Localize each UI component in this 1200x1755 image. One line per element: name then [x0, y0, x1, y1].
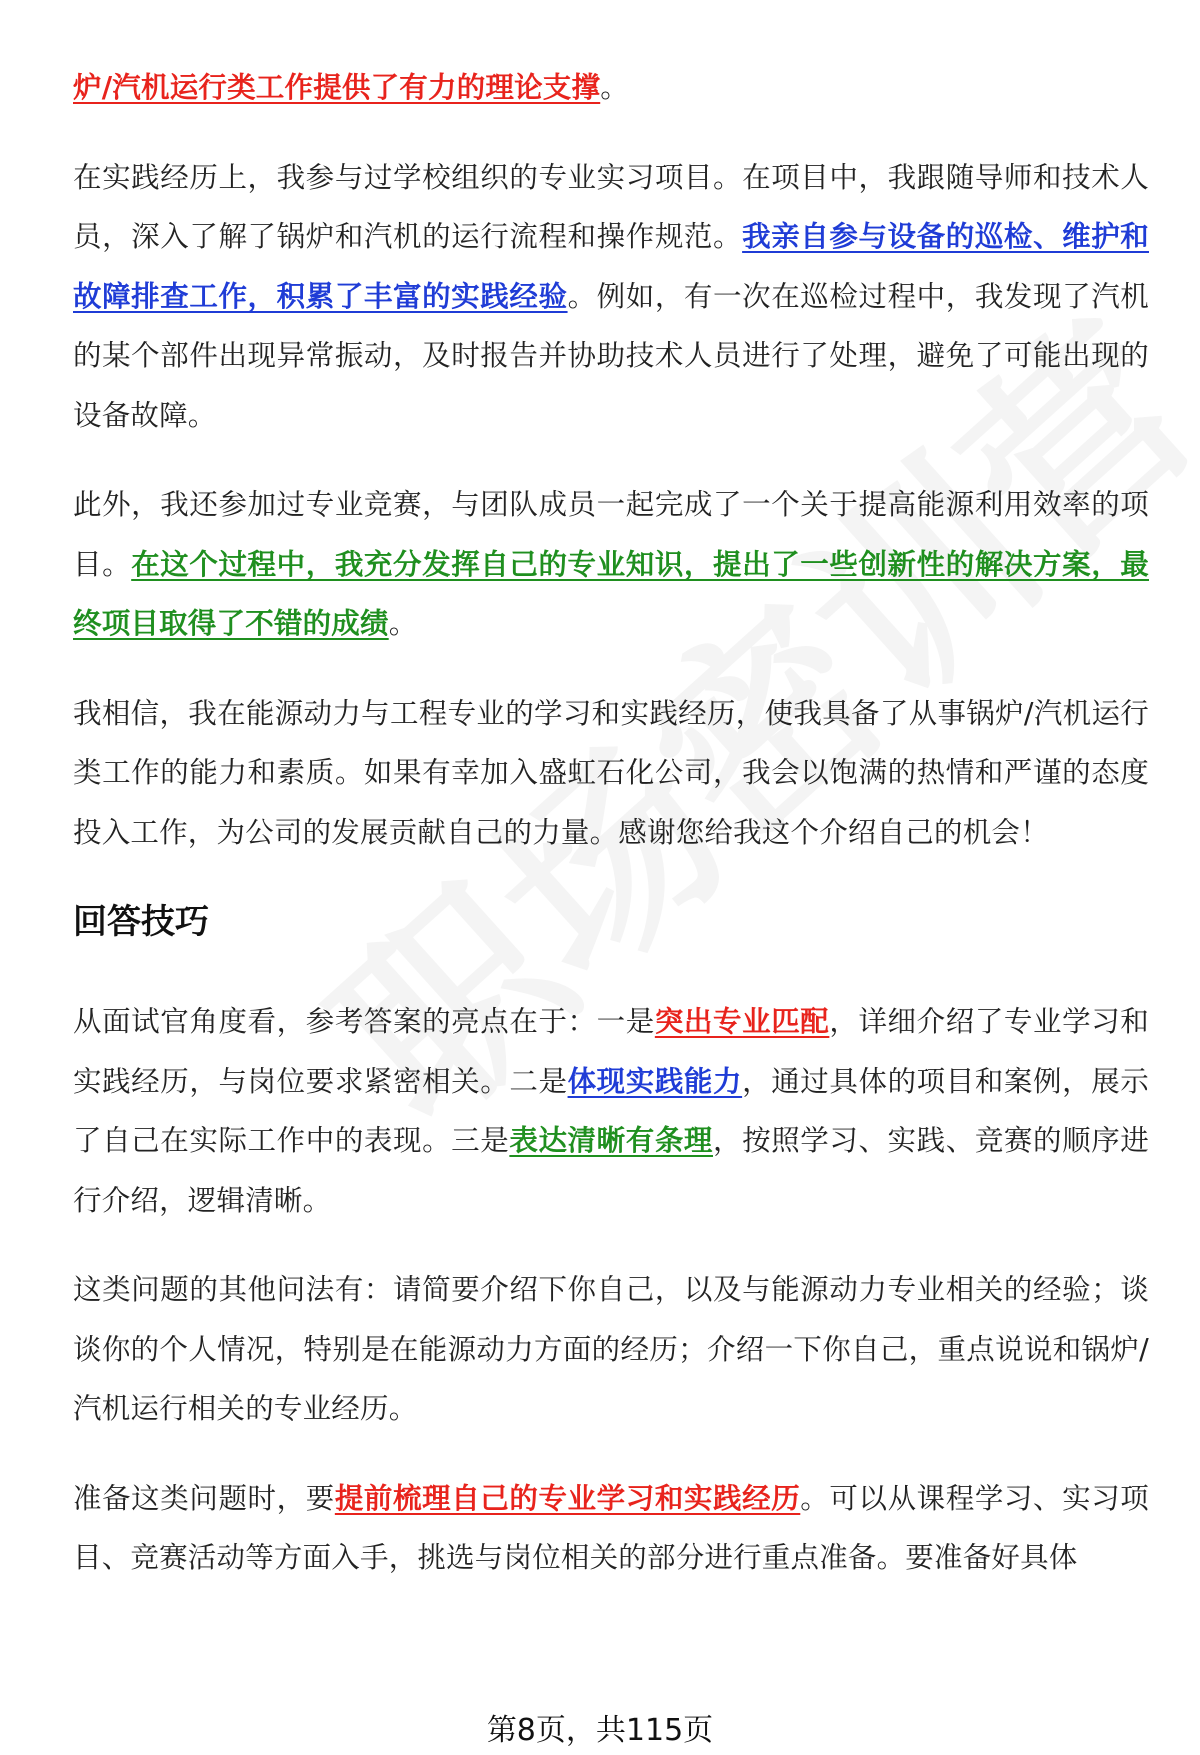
paragraph [73, 1469, 1149, 1588]
section-title: 回答技巧 [73, 902, 209, 942]
text-run: 在实践经历上，我参与过学校组织的专业实习项目。在项目中，我跟随导师和技术人员，深入了解了锅炉和汽机的运行流程和操作规范。 [73, 160, 1149, 253]
page-footer: 第8页，共115页 [486, 1713, 714, 1748]
paragraph [73, 58, 1149, 118]
text-run: 此外，我还参加过专业竞赛，与团队成员一起完成了一个关于提高能源利用效率的项目。 [73, 488, 1149, 581]
text-run: 准备这类问题时，要 [73, 1481, 335, 1515]
highlight-green: 在这个过程中，我充分发挥自己的专业知识，提出了一些创新性的解决方案，最终项目取得了不错的成绩 [73, 547, 1149, 640]
body-paragraphs [73, 58, 1149, 862]
text-run: 这类问题的其他问法有：请简要介绍下你自己，以及与能源动力专业相关的经验；谈谈你的个人情况，特别是在能源动力方面的经历；介绍一下你自己，重点说说和锅炉/汽机运行相关的专业经历。 [73, 1273, 1149, 1425]
text-run: ，通过具体的项目和案例，展示了自己在实际工作中的表现。三是 [73, 1064, 1149, 1157]
highlight-red: 提前梳理自己的专业学习和实践经历 [334, 1481, 801, 1515]
text-run: 。 [388, 607, 418, 640]
highlight-blue: 我亲自参与设备的巡检、维护和故障排查工作，积累了丰富的实践经验 [73, 220, 1149, 313]
highlight-green: 表达清晰有条理 [509, 1124, 714, 1157]
paragraph [73, 475, 1149, 654]
document-page [73, 58, 1149, 1618]
text-run: ，详细介绍了专业学习和实践经历，与岗位要求紧密相关。二是 [73, 1005, 1149, 1098]
highlight-red: 突出专业匹配 [654, 1005, 830, 1038]
text-run: 我相信，我在能源动力与工程专业的学习和实践经历，使我具备了从事锅炉/汽机运行类工作的能力和素质。如果有幸加入盛虹石化公司，我会以饱满的热情和严谨的态度投入工作，为公司的发展贡献自己的力量。感谢您给我这个介绍自己的机会！ [73, 696, 1149, 849]
text-run: 从面试官角度看，参考答案的亮点在于：一是 [73, 1005, 655, 1038]
text-run: ，按照学习、实践、竞赛的顺序进行介绍，逻辑清晰。 [73, 1124, 1149, 1217]
paragraph [73, 684, 1149, 863]
paragraph [73, 1260, 1149, 1439]
text-run: 。 [600, 71, 629, 104]
highlight-red: 炉/汽机运行类工作提供了有力的理论支撑 [73, 71, 601, 104]
text-run: 。可以从课程学习、实习项目、竞赛活动等方面入手，挑选与岗位相关的部分进行重点准备。要准备好具体 [73, 1481, 1149, 1574]
paragraph [73, 148, 1149, 446]
highlight-blue: 体现实践能力 [567, 1064, 743, 1098]
paragraph [73, 992, 1149, 1230]
section-paragraphs [73, 992, 1149, 1588]
text-run: 。例如，有一次在巡检过程中，我发现了汽机的某个部件出现异常振动，及时报告并协助技术人员进行了处理，避免了可能出现的设备故障。 [73, 279, 1149, 432]
